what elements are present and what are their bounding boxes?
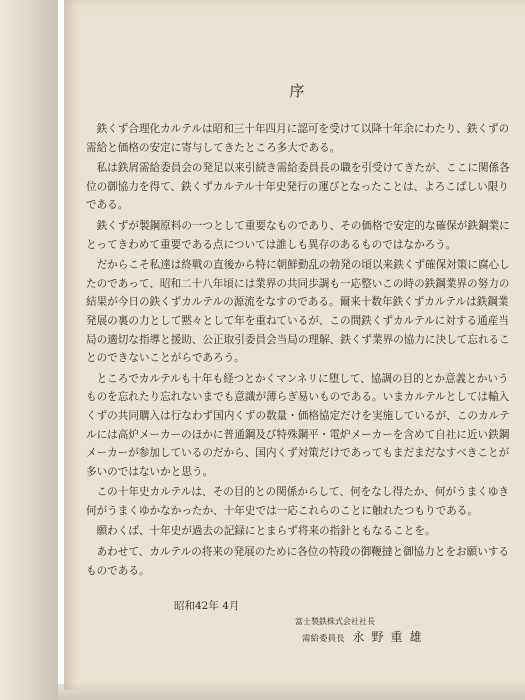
signature-role: 需給委員長 bbox=[302, 634, 345, 644]
paragraph: 鉄くずが製鋼原料の一つとして重要なものであり、その価格で安定的な確保が鉄鋼業にとってきわめて重要である点については誰しも異存のあるものではなかろう。 bbox=[86, 219, 510, 251]
signature-name: 永野重雄 bbox=[352, 630, 429, 644]
paragraph: この十年史カルテルは、その目的との関係からして、何をなし得たか、何がうまくゆき何がうまくゆかなかったか、十年史では一応これらのことに触れたつもりである。 bbox=[86, 486, 510, 517]
signature-block bbox=[302, 628, 429, 645]
signature-organization: 富士製鉄株式会社社長 bbox=[295, 617, 375, 626]
paragraph: 鉄くず合理化カルテルは昭和三十年四月に認可を受けて以降十年余にわたり、鉄くずの需給と価格の安定に寄与してきたところ多大である。 bbox=[86, 123, 510, 154]
page-title: 序 bbox=[289, 82, 307, 100]
publication-date: 昭和42年 4月 bbox=[174, 600, 240, 612]
paragraph: 願わくば、十年史が過去の記録にとまらず将来の指針ともなることを。 bbox=[96, 525, 436, 538]
book-spine-shadow bbox=[0, 0, 58, 700]
paragraph: ところでカルテルも十年も経つとかくマンネリに堕して、協調の目的とか意義とかいうものを忘れたり忘れないまでも意識が薄らぎ易いものである。いまカルテルとしては輸入くずの共同購入は行なわず国内くずの数量・価格協定だけを実施しているが、このカルテルには高炉メーカーのほかに普通鋼及び特殊鋼平・電炉メーカーを含めて自社に近い鉄鋼メーカーが参加しているのだから、国内くず対策だけであってもまだまだなすべきことが多いのではないかと思う。 bbox=[86, 372, 510, 478]
paragraph: だからこそ私達は終戦の直後から特に朝鮮動乱の勃発の頃以来鉄くず確保対策に腐心したのであって、昭和二十八年頃には業界の共同歩調も一応整いこの時の鉄鋼業界の努力の結果が今日の鉄くずカルテルの源流をなすのである。爾来十数年鉄くずカルテルは鉄鋼業発展の裏の力として黙々として年を重ねているが、この間鉄くずカルテルに対する通産当局の適切な指導と援助、公正取引委員会当局の理解、鉄くず業界の協力に決して忘れることのできないことがらであろう。 bbox=[86, 259, 510, 365]
book-page bbox=[64, 0, 525, 690]
paragraph: あわせて、カルテルの将来の発展のために各位の特段の御鞭撻と御協力とをお願いするものである。 bbox=[86, 546, 510, 577]
preface-body bbox=[86, 120, 516, 582]
paragraph: 私は鉄屑需給委員会の発足以来引続き需給委員長の職を引受けてきたが、ここに関係各位の御協力を得て、鉄くずカルテル十年史発行の運びとなったことは、よろこばしい限りである。 bbox=[86, 162, 510, 212]
